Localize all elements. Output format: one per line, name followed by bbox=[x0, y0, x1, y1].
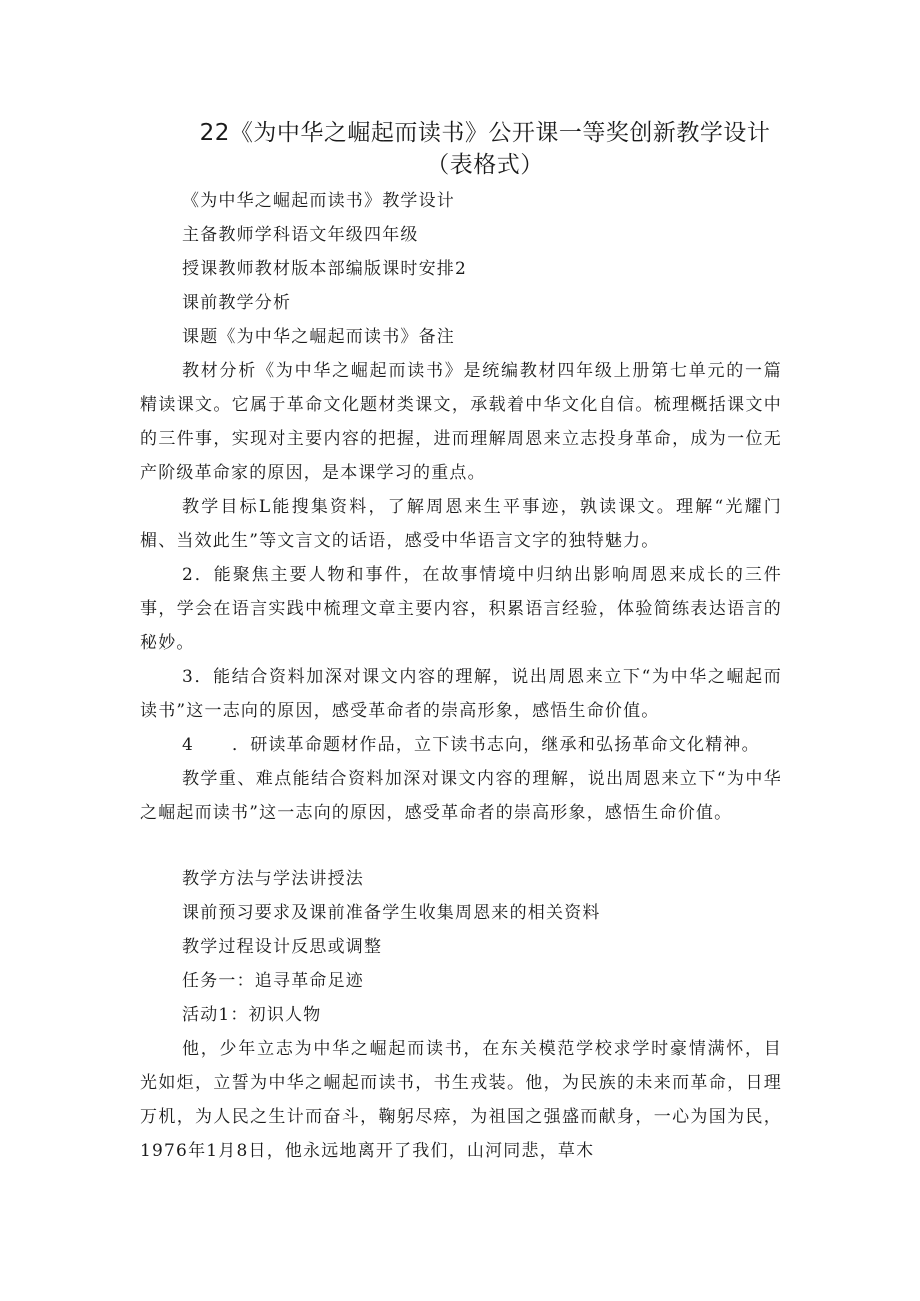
goal-4-line bbox=[182, 728, 760, 762]
goal-4-number: 4 bbox=[182, 735, 195, 755]
document-title-line2: （表格式） bbox=[426, 152, 544, 178]
method-line: 教学方法与学法讲授法 bbox=[182, 869, 364, 889]
paragraph-key-points bbox=[140, 762, 782, 830]
paragraph-text: 2．能聚焦主要人物和事件，在故事情境中归纳出影响周恩来成长的三件事，学会在语言实践中梳理文章主要内容，积累语言经验，体验简练表达语言的秘妙。 bbox=[140, 565, 782, 653]
paragraph-text: 教学重、难点能结合资料加深对课文内容的理解，说出周恩来立下“为中华之崛起而读书”这一志向的原因，感受革命者的崇高形象，感悟生命价值。 bbox=[140, 769, 782, 823]
paragraph-text: 3．能结合资料加深对课文内容的理解，说出周恩来立下“为中华之崛起而读书”这一志向的原因，感受革命者的崇高形象，感悟生命价值。 bbox=[140, 667, 782, 721]
paragraph-goal-2 bbox=[140, 558, 782, 660]
paragraph-goal-1 bbox=[140, 490, 782, 558]
paragraph-goal-3 bbox=[140, 660, 782, 728]
activity-one-line: 活动1：初识人物 bbox=[182, 1005, 322, 1025]
pre-class-analysis: 课前教学分析 bbox=[182, 293, 292, 313]
info-line-teacher: 主备教师学科语文年级四年级 bbox=[182, 225, 419, 245]
document-title-line1: 22《为中华之崛起而读书》公开课一等奖创新教学设计 bbox=[199, 120, 771, 146]
process-line: 教学过程设计反思或调整 bbox=[182, 937, 383, 957]
preview-line: 课前预习要求及课前准备学生收集周恩来的相关资料 bbox=[182, 903, 601, 923]
topic-line: 课题《为中华之崛起而读书》备注 bbox=[182, 327, 455, 347]
paragraph-text: 教材分析《为中华之崛起而读书》是统编教材四年级上册第七单元的一篇精读课文。它属于革命文化题材类课文，承载着中华文化自信。梳理概括课文中的三件事，实现对主要内容的把握，进而理解周恩来立志投身革命，成为一位无产阶级革命家的原因，是本课学习的重点。 bbox=[140, 361, 782, 483]
task-one-line: 任务一：追寻革命足迹 bbox=[182, 971, 364, 991]
info-line-lesson: 授课教师教材版本部编版课时安排2 bbox=[182, 259, 468, 279]
paragraph-biography bbox=[140, 1032, 782, 1168]
paragraph-text: 教学目标L能搜集资料，了解周恩来生平事迹，孰读课文。理解“光耀门楣、当效此生”等文言文的话语，感受中华语言文字的独特魅力。 bbox=[140, 497, 782, 551]
goal-4-text: ．研读革命题材作品，立下读书志向，继承和弘扬革命文化精神。 bbox=[232, 735, 760, 755]
design-heading: 《为中华之崛起而读书》教学设计 bbox=[182, 191, 455, 211]
paragraph-text: 他，少年立志为中华之崛起而读书，在东关模范学校求学时豪情满怀，目光如炬，立誓为中华之崛起而读书，书生戎装。他，为民族的未来而革命，日理万机，为人民之生计而奋斗，鞠躬尽瘁，为祖国之强盛而献身，一心为国为民，1976年1月8日，他永远地离开了我们，山河同悲，草木 bbox=[140, 1039, 782, 1161]
paragraph-textbook-analysis bbox=[140, 354, 782, 490]
